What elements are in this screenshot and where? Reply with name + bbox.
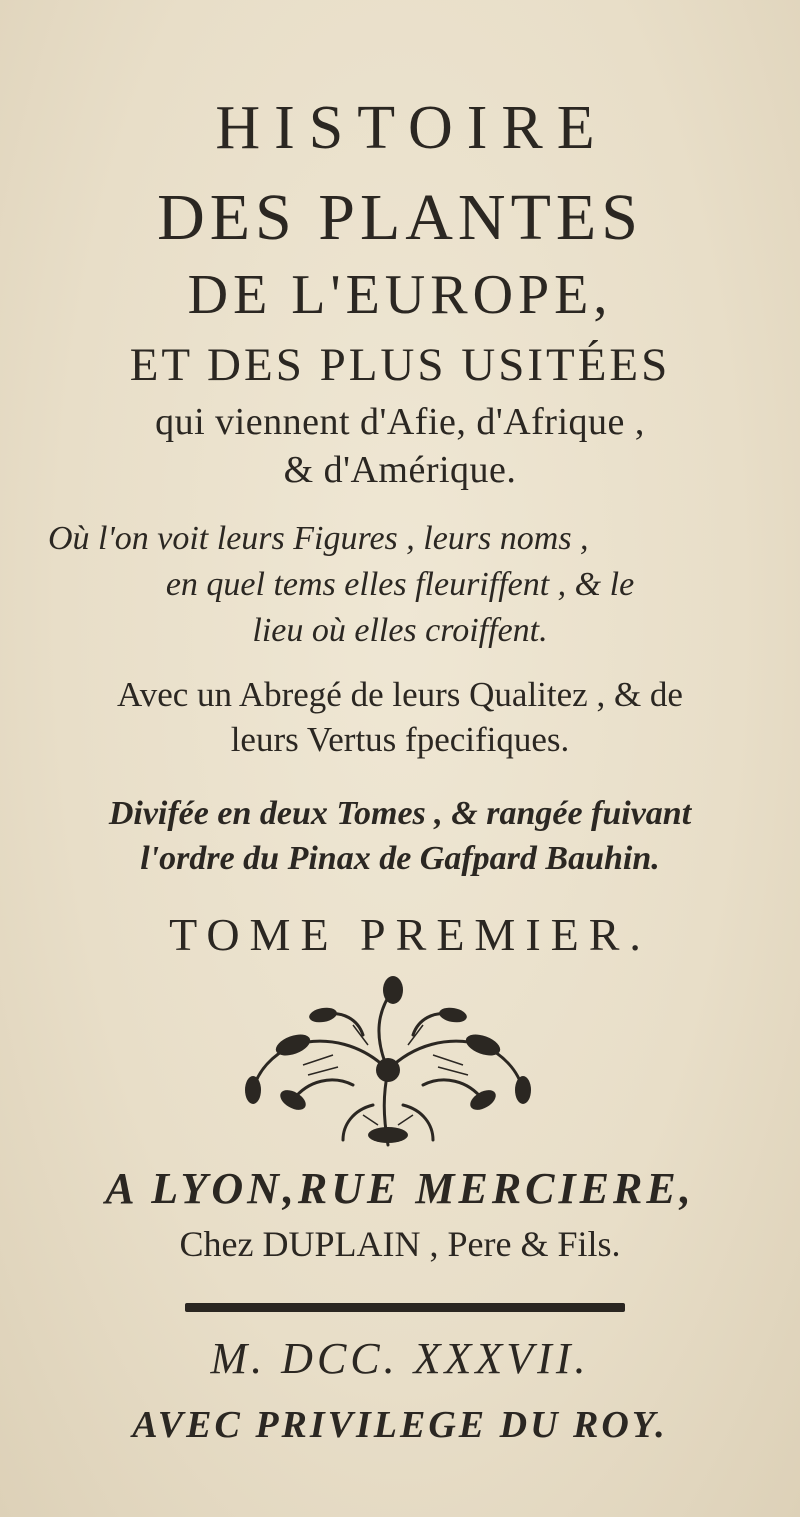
imprint-date: M. DCC. XXXVII. [210, 1334, 590, 1383]
title-et-des-plus-usitees: ET DES PLUS USITÉES [129, 339, 671, 391]
privilege-notice: AVEC PRIVILEGE DU ROY. [132, 1404, 668, 1446]
title-histoire: HISTOIRE [215, 94, 609, 162]
title-de-l-europe: DE L'EUROPE, [187, 264, 613, 326]
horizontal-rule [185, 1303, 625, 1312]
imprint-place: A LYON,RUE MERCIERE, [105, 1164, 695, 1213]
subtitle-origins: qui viennent d'Afie, d'Afrique , [155, 401, 645, 443]
abrege-line-2: leurs Vertus fpecifiques. [230, 720, 570, 759]
subtitle-amerique: & d'Amérique. [283, 449, 517, 491]
description-line-1: Où l'on voit leurs Figures , leurs noms , [48, 520, 589, 557]
abrege-line-1: Avec un Abregé de leurs Qualitez , & de [117, 675, 683, 714]
imprint-publisher: Chez DUPLAIN , Pere & Fils. [179, 1224, 621, 1264]
division-line-1: Divifée en deux Tomes , & rangée fuivant [108, 795, 692, 832]
tome-premier: TOME PREMIER. [169, 909, 651, 960]
description-line-2: en quel tems elles fleuriffent , & le [165, 566, 635, 603]
division-line-2: l'ordre du Pinax de Gafpard Bauhin. [140, 840, 660, 877]
description-line-3: lieu où elles croiffent. [252, 612, 548, 649]
floral-vignette-icon [233, 975, 543, 1150]
title-des-plantes: DES PLANTES [157, 181, 643, 254]
